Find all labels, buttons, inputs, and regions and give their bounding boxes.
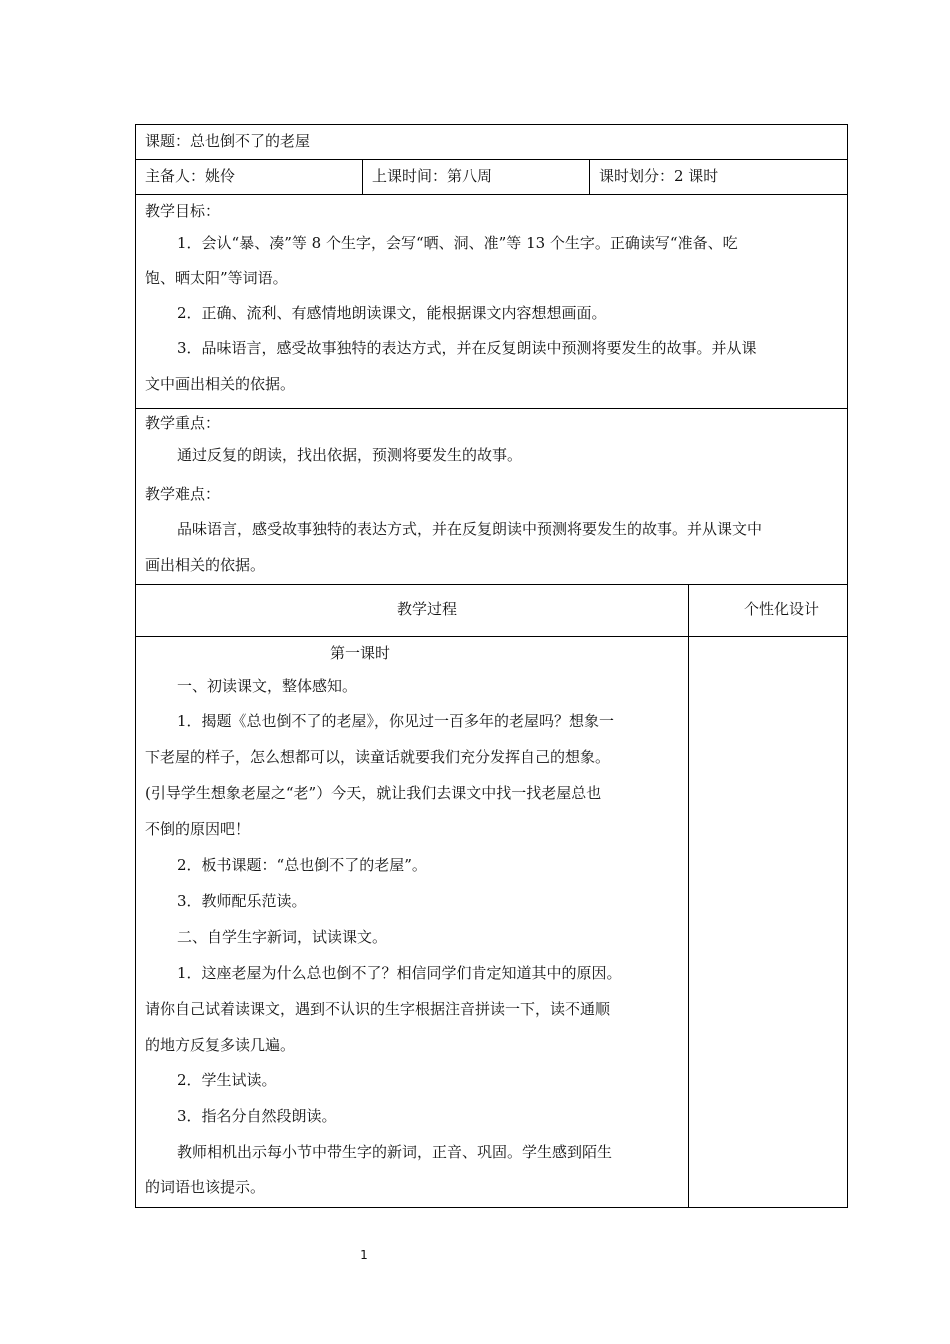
key-points-section [135, 408, 848, 585]
difficulty-line: 品味语言，感受故事独特的表达方式，并在反复朗读中预测将要发生的故事。并从课文中 [177, 520, 763, 538]
topic-row [135, 124, 848, 160]
process-column-header: 教学过程 [397, 600, 458, 618]
process-line: 二、自学生字新词，试读课文。 [177, 928, 388, 946]
difficulties-title: 教学难点： [145, 485, 221, 503]
process-line: 1．揭题《总也倒不了的老屋》，你见过一百多年的老屋吗？想象一 [177, 712, 615, 730]
process-header-row [135, 584, 848, 637]
objective-line: 1．会认“暴、凑”等 8 个生字，会写“晒、洞、准”等 13 个生字。正确读写“准备、吃 [177, 234, 738, 252]
process-line: 请你自己试着读课文，遇到不认识的生字根据注音拼读一下，读不通顺 [145, 1000, 611, 1018]
process-line: 下老屋的样子，怎么想都可以，读童话就要我们充分发挥自己的想象。 [145, 748, 611, 766]
process-line: 1．这座老屋为什么总也倒不了？相信同学们肯定知道其中的原因。 [177, 964, 622, 982]
preparer-text: 主备人：姚伶 [145, 167, 236, 185]
process-line: 一、初读课文，整体感知。 [177, 677, 358, 695]
process-line: 的地方反复多读几遍。 [145, 1036, 296, 1054]
page-number: 1 [360, 1248, 368, 1262]
key-point-line: 通过反复的朗读，找出依据，预测将要发生的故事。 [177, 446, 523, 464]
objective-line: 2．正确、流利、有感情地朗读课文，能根据课文内容想想画面。 [177, 304, 607, 322]
period-title: 第一课时 [330, 644, 391, 662]
info-divider-2 [589, 160, 590, 194]
process-body-row [135, 636, 848, 1208]
objective-line: 饱、晒太阳”等词语。 [145, 269, 288, 287]
process-line: 3．教师配乐范读。 [177, 892, 307, 910]
process-line: 教师相机出示每小节中带生字的新词，正音、巩固。学生感到陌生 [177, 1143, 613, 1161]
process-line: 不倒的原因吧！ [145, 820, 251, 838]
info-row [135, 159, 848, 195]
periods-text: 课时划分：2 课时 [599, 167, 719, 185]
topic-text: 课题：总也倒不了的老屋 [145, 132, 311, 150]
process-line: 2．板书课题：“总也倒不了的老屋”。 [177, 856, 427, 874]
process-header-divider [688, 585, 689, 636]
info-divider-1 [362, 160, 363, 194]
objectives-title: 教学目标： [145, 202, 221, 220]
objective-line: 3．品味语言，感受故事独特的表达方式，并在反复朗读中预测将要发生的故事。并从课 [177, 339, 757, 357]
class-time-text: 上课时间：第八周 [372, 167, 493, 185]
process-line: 3．指名分自然段朗读。 [177, 1107, 337, 1125]
objective-line: 文中画出相关的依据。 [145, 375, 296, 393]
process-body-divider [688, 637, 689, 1207]
key-points-title: 教学重点： [145, 414, 221, 432]
process-line: 2．学生试读。 [177, 1071, 277, 1089]
process-line: (引导学生想象老屋之“老”）今天，就让我们去课文中找一找老屋总也 [145, 784, 602, 802]
objectives-section [135, 194, 848, 409]
process-line: 的词语也该提示。 [145, 1178, 266, 1196]
design-column-header: 个性化设计 [744, 600, 820, 618]
difficulty-line: 画出相关的依据。 [145, 556, 266, 574]
